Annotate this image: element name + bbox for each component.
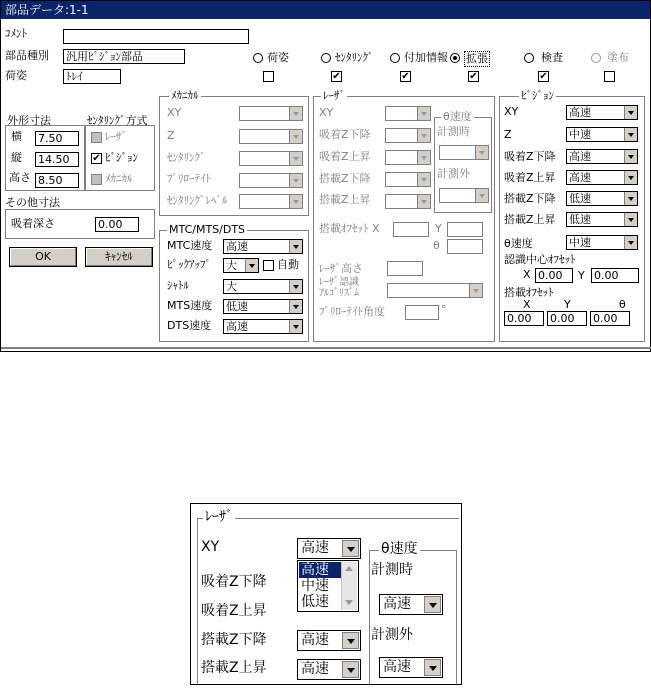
detail-mount-z-up-select[interactable]: [297, 659, 361, 680]
other-dimensions-title: その他寸法: [5, 196, 60, 209]
chevron-down-icon: [289, 152, 302, 165]
chevron-down-icon: [289, 280, 302, 293]
vision-mount-x-input[interactable]: 0.00: [504, 311, 544, 326]
height-input[interactable]: 8.50: [35, 173, 79, 188]
length-label: 縦: [11, 151, 22, 164]
length-input[interactable]: 14.50: [35, 152, 79, 167]
mtc-speed-value: 高速: [226, 240, 248, 253]
chevron-down-icon: [289, 195, 302, 208]
detail-suction-z-down-label: 吸着Z下降: [201, 574, 267, 590]
tab-inspection-radio[interactable]: [524, 53, 534, 63]
packing-input[interactable]: ﾄﾚｲ: [63, 69, 121, 84]
tab-coating-radio[interactable]: [591, 53, 601, 63]
tab-extension-radio[interactable]: [450, 53, 460, 63]
laser-offset-y-input[interactable]: [447, 222, 483, 237]
width-label: 横: [11, 130, 22, 143]
vision-z-label: Z: [504, 128, 512, 141]
laser-title: ﾚｰｻﾞ: [323, 89, 345, 102]
vision-mount-y-label: Y: [564, 298, 571, 311]
detail-xy-select[interactable]: [297, 538, 361, 559]
dropdown-option-low[interactable]: 低速: [301, 594, 329, 610]
vision-theta-speed-label: θ速度: [504, 237, 533, 250]
vision-mount-z-down-value: 低速: [569, 192, 591, 205]
vision-mount-z-up-select[interactable]: [566, 212, 638, 227]
detail-measure-in-label: 計測時: [371, 562, 413, 578]
auto-checkbox[interactable]: [263, 260, 274, 271]
scroll-up-icon: [345, 566, 353, 571]
chevron-down-icon: [289, 174, 302, 187]
laser-measure-out-select[interactable]: [439, 188, 489, 203]
detail-measure-out-select[interactable]: [379, 657, 443, 678]
height-label: 高さ: [9, 171, 31, 184]
chevron-down-icon: [342, 540, 359, 557]
mechanical-checkbox[interactable]: [91, 174, 102, 185]
recog-x-input[interactable]: 0.00: [535, 268, 573, 283]
detail-mount-z-up-label: 搭載Z上昇: [201, 660, 267, 676]
mtc-title: MTC/MTS/DTS: [169, 223, 246, 236]
vision-xy-select[interactable]: [566, 105, 638, 120]
chevron-down-icon: [289, 240, 302, 253]
mechanical-prerotate-select[interactable]: [239, 173, 303, 188]
laser-mount-z-down-label: 搭載Z下降: [319, 172, 371, 185]
laser-method-label: ﾚｰｻﾞ: [105, 130, 127, 143]
laser-mount-offset-label: 搭載ｵﾌｾｯﾄ X: [319, 222, 380, 235]
ok-button[interactable]: OK: [9, 247, 77, 267]
vision-method-label: ﾋﾞｼﾞｮﾝ: [105, 151, 138, 164]
vision-mount-z-down-select[interactable]: [566, 191, 638, 206]
chevron-down-icon: [624, 128, 637, 141]
mts-speed-select[interactable]: [223, 299, 303, 314]
recog-x-label: X: [523, 268, 531, 281]
laser-offset-x-input[interactable]: [393, 222, 429, 237]
laser-measure-out-label: 計測外: [437, 167, 470, 180]
laser-offset-theta-input[interactable]: [447, 239, 483, 254]
pickup-value: 大: [226, 259, 237, 272]
mechanical-z-label: Z: [167, 129, 175, 142]
chevron-down-icon: [424, 596, 441, 613]
dts-speed-label: DTS速度: [167, 319, 212, 332]
detail-laser-title: ﾚｰｻﾞ: [205, 509, 233, 525]
laser-mount-z-up-label: 搭載Z上昇: [319, 193, 371, 206]
vision-z-select[interactable]: [566, 127, 638, 142]
detail-measure-in-select[interactable]: [379, 594, 443, 615]
tab-centering-label: ｾﾝﾀﾘﾝｸﾞ: [335, 51, 374, 64]
tab-coating-checkbox[interactable]: [604, 71, 615, 82]
mts-speed-label: MTS速度: [167, 299, 213, 312]
dts-speed-value: 高速: [226, 320, 248, 333]
laser-suction-z-up-select[interactable]: [385, 150, 431, 165]
laser-suction-z-down-select[interactable]: [385, 128, 431, 143]
chevron-down-icon: [289, 300, 302, 313]
dropdown-option-medium[interactable]: 中速: [301, 578, 329, 594]
detail-xy-value: 高速: [301, 540, 329, 556]
dropdown-scrollbar[interactable]: [341, 562, 357, 610]
laser-suction-z-up-label: 吸着Z上昇: [319, 150, 371, 163]
outer-size-title: 外形寸法: [7, 114, 51, 127]
laser-measure-in-select[interactable]: [439, 145, 489, 160]
dialog-bottom-edge: [1, 347, 651, 349]
tab-extension-label: 拡張: [466, 52, 488, 65]
mechanical-xy-select[interactable]: [239, 106, 303, 121]
vision-title: ﾋﾞｼﾞｮﾝ: [521, 89, 554, 102]
chevron-down-icon: [469, 284, 482, 297]
chevron-down-icon: [289, 107, 302, 120]
chevron-down-icon: [417, 107, 430, 120]
shuttle-value: 大: [226, 280, 237, 293]
vision-suction-z-up-label: 吸着Z上昇: [504, 171, 556, 184]
chevron-down-icon: [289, 320, 302, 333]
chevron-down-icon: [417, 195, 430, 208]
chevron-down-icon: [624, 192, 637, 205]
mechanical-title: ﾒｶﾆｶﾙ: [171, 89, 199, 102]
packing-label: 荷姿: [5, 69, 27, 82]
laser-height-label: ﾚｰｻﾞ高さ: [319, 262, 363, 275]
tab-coating-label: 塗布: [607, 51, 629, 64]
tab-inspection-label: 検査: [541, 51, 563, 64]
vision-mount-theta-input[interactable]: 0.00: [590, 311, 630, 326]
chevron-down-icon: [475, 146, 488, 159]
vision-mount-z-up-value: 低速: [569, 213, 591, 226]
mtc-speed-select[interactable]: [223, 239, 303, 254]
tab-centering-radio[interactable]: [321, 53, 331, 63]
tab-packing-label: 荷姿: [267, 51, 289, 64]
parts-type-input[interactable]: 汎用ﾋﾞｼﾞｮﾝ部品: [63, 49, 185, 64]
chevron-down-icon: [417, 129, 430, 142]
vision-suction-z-up-value: 高速: [569, 171, 591, 184]
laser-mount-z-down-select[interactable]: [385, 172, 431, 187]
mechanical-level-label: ｾﾝﾀﾘﾝｸﾞﾚﾍﾞﾙ: [167, 194, 228, 207]
detail-mount-z-down-label: 搭載Z下降: [201, 632, 267, 648]
laser-measure-in-label: 計測時: [437, 125, 470, 138]
laser-theta-title: θ速度: [443, 110, 472, 123]
vision-mount-theta-label: θ: [619, 298, 626, 311]
auto-label: 自動: [277, 258, 299, 271]
chevron-down-icon: [624, 150, 637, 163]
tab-additional-checkbox[interactable]: ✔: [401, 71, 410, 82]
suction-depth-input[interactable]: 0.00: [95, 217, 139, 232]
detail-theta-title: θ速度: [381, 541, 418, 557]
laser-offset-y-label: Y: [435, 222, 442, 235]
mechanical-level-select[interactable]: [239, 194, 303, 209]
width-input[interactable]: 7.50: [35, 131, 79, 146]
laser-checkbox[interactable]: [91, 132, 102, 143]
chevron-down-icon: [624, 171, 637, 184]
laser-recog-label-1: ﾚｰｻﾞ認識: [319, 277, 359, 288]
mechanical-z-select[interactable]: [239, 129, 303, 144]
chevron-down-icon: [624, 106, 637, 119]
tab-extension-checkbox[interactable]: ✔: [469, 71, 478, 82]
laser-height-input[interactable]: [387, 261, 423, 276]
laser-mount-z-up-select[interactable]: [385, 194, 431, 209]
mechanical-centering-select[interactable]: [239, 151, 303, 166]
tab-inspection-checkbox[interactable]: ✔: [539, 71, 548, 82]
laser-recog-label-2: ｱﾙｺﾞﾘｽﾞﾑ: [319, 288, 359, 299]
laser-offset-theta-label: θ: [433, 239, 440, 252]
laser-xy-label: XY: [319, 106, 334, 119]
detail-mount-z-down-select[interactable]: [297, 630, 361, 651]
tab-packing-checkbox[interactable]: [263, 71, 274, 82]
mtc-speed-label: MTC速度: [167, 239, 213, 252]
chevron-down-icon: [624, 213, 637, 226]
tab-additional-radio[interactable]: [390, 53, 400, 63]
chevron-down-icon: [245, 259, 258, 272]
recog-center-offset-label: 認識中心ｵﾌｾｯﾄ: [504, 253, 576, 266]
dts-speed-select[interactable]: [223, 319, 303, 334]
vision-mount-z-up-label: 搭載Z上昇: [504, 213, 556, 226]
detail-mount-z-up-value: 高速: [301, 661, 329, 677]
chevron-down-icon: [342, 632, 359, 649]
vision-checkbox[interactable]: ✔: [92, 153, 101, 164]
detail-xy-label: XY: [201, 539, 220, 555]
vision-z-value: 中速: [569, 128, 591, 141]
suction-depth-label: 吸着深さ: [11, 217, 55, 230]
chevron-down-icon: [475, 189, 488, 202]
recog-y-label: Y: [578, 269, 585, 282]
mechanical-method-label: ﾒｶﾆｶﾙ: [105, 172, 133, 185]
recog-y-input[interactable]: 0.00: [591, 268, 639, 283]
vision-mount-z-down-label: 搭載Z下降: [504, 192, 556, 205]
detail-measure-out-label: 計測外: [371, 627, 413, 643]
detail-measure-in-value: 高速: [383, 596, 411, 612]
mechanical-prerotate-label: ﾌﾟﾘﾛｰﾃｲﾄ: [167, 172, 211, 185]
vision-mount-x-label: X: [523, 298, 531, 311]
prerotate-angle-label: ﾌﾟﾘﾛｰﾃｲﾄ角度: [319, 305, 385, 318]
vision-xy-value: 高速: [569, 106, 591, 119]
chevron-down-icon: [417, 173, 430, 186]
tab-packing-radio[interactable]: [253, 53, 263, 63]
chevron-down-icon: [417, 151, 430, 164]
vision-theta-speed-value: 中速: [569, 236, 591, 249]
chevron-down-icon: [424, 659, 441, 676]
laser-recog-select[interactable]: [387, 283, 483, 298]
pickup-select[interactable]: [223, 258, 259, 273]
vision-mount-offset-label: 搭載ｵﾌｾｯﾄ: [504, 286, 554, 299]
speed-dropdown-list: [297, 560, 359, 612]
cancel-button[interactable]: ｷｬﾝｾﾙ: [85, 247, 153, 267]
shuttle-label: ｼｬﾄﾙ: [167, 279, 189, 292]
mechanical-xy-label: XY: [167, 106, 182, 119]
detail-mount-z-down-value: 高速: [301, 632, 329, 648]
chevron-down-icon: [342, 661, 359, 678]
chevron-down-icon: [289, 130, 302, 143]
parts-type-label: 部品種別: [5, 49, 49, 62]
chevron-down-icon: [624, 236, 637, 249]
vision-mount-y-input[interactable]: 0.00: [547, 311, 587, 326]
laser-xy-select[interactable]: [385, 106, 431, 121]
tab-centering-checkbox[interactable]: ✔: [332, 71, 341, 82]
vision-suction-z-down-label: 吸着Z下降: [504, 150, 556, 163]
comment-input[interactable]: [63, 29, 249, 44]
laser-detail-panel: [190, 503, 462, 685]
pickup-label: ﾋﾟｯｸｱｯﾌﾟ: [167, 258, 211, 271]
centering-method-title: ｾﾝﾀﾘﾝｸﾞ方式: [87, 114, 148, 127]
prerotate-angle-input[interactable]: [405, 305, 439, 320]
degree-mark: °: [441, 303, 447, 316]
scroll-down-icon: [345, 600, 353, 605]
laser-suction-z-down-label: 吸着Z下降: [319, 128, 371, 141]
detail-measure-out-value: 高速: [383, 659, 411, 675]
vision-suction-z-down-select[interactable]: [566, 149, 638, 164]
vision-suction-z-up-select[interactable]: [566, 170, 638, 185]
vision-theta-speed-select[interactable]: [566, 235, 638, 250]
vision-suction-z-down-value: 高速: [569, 150, 591, 163]
vision-xy-label: XY: [504, 105, 519, 118]
mts-speed-value: 低速: [226, 300, 248, 313]
tab-additional-label: 付加情報: [404, 51, 448, 64]
comment-label: ｺﾒﾝﾄ: [5, 27, 27, 40]
shuttle-select[interactable]: [223, 279, 303, 294]
window-title: 部品データ:1-1: [1, 1, 650, 19]
detail-suction-z-up-label: 吸着Z上昇: [201, 603, 267, 619]
dropdown-option-high[interactable]: 高速: [299, 562, 343, 578]
mechanical-centering-label: ｾﾝﾀﾘﾝｸﾞ: [167, 151, 206, 164]
